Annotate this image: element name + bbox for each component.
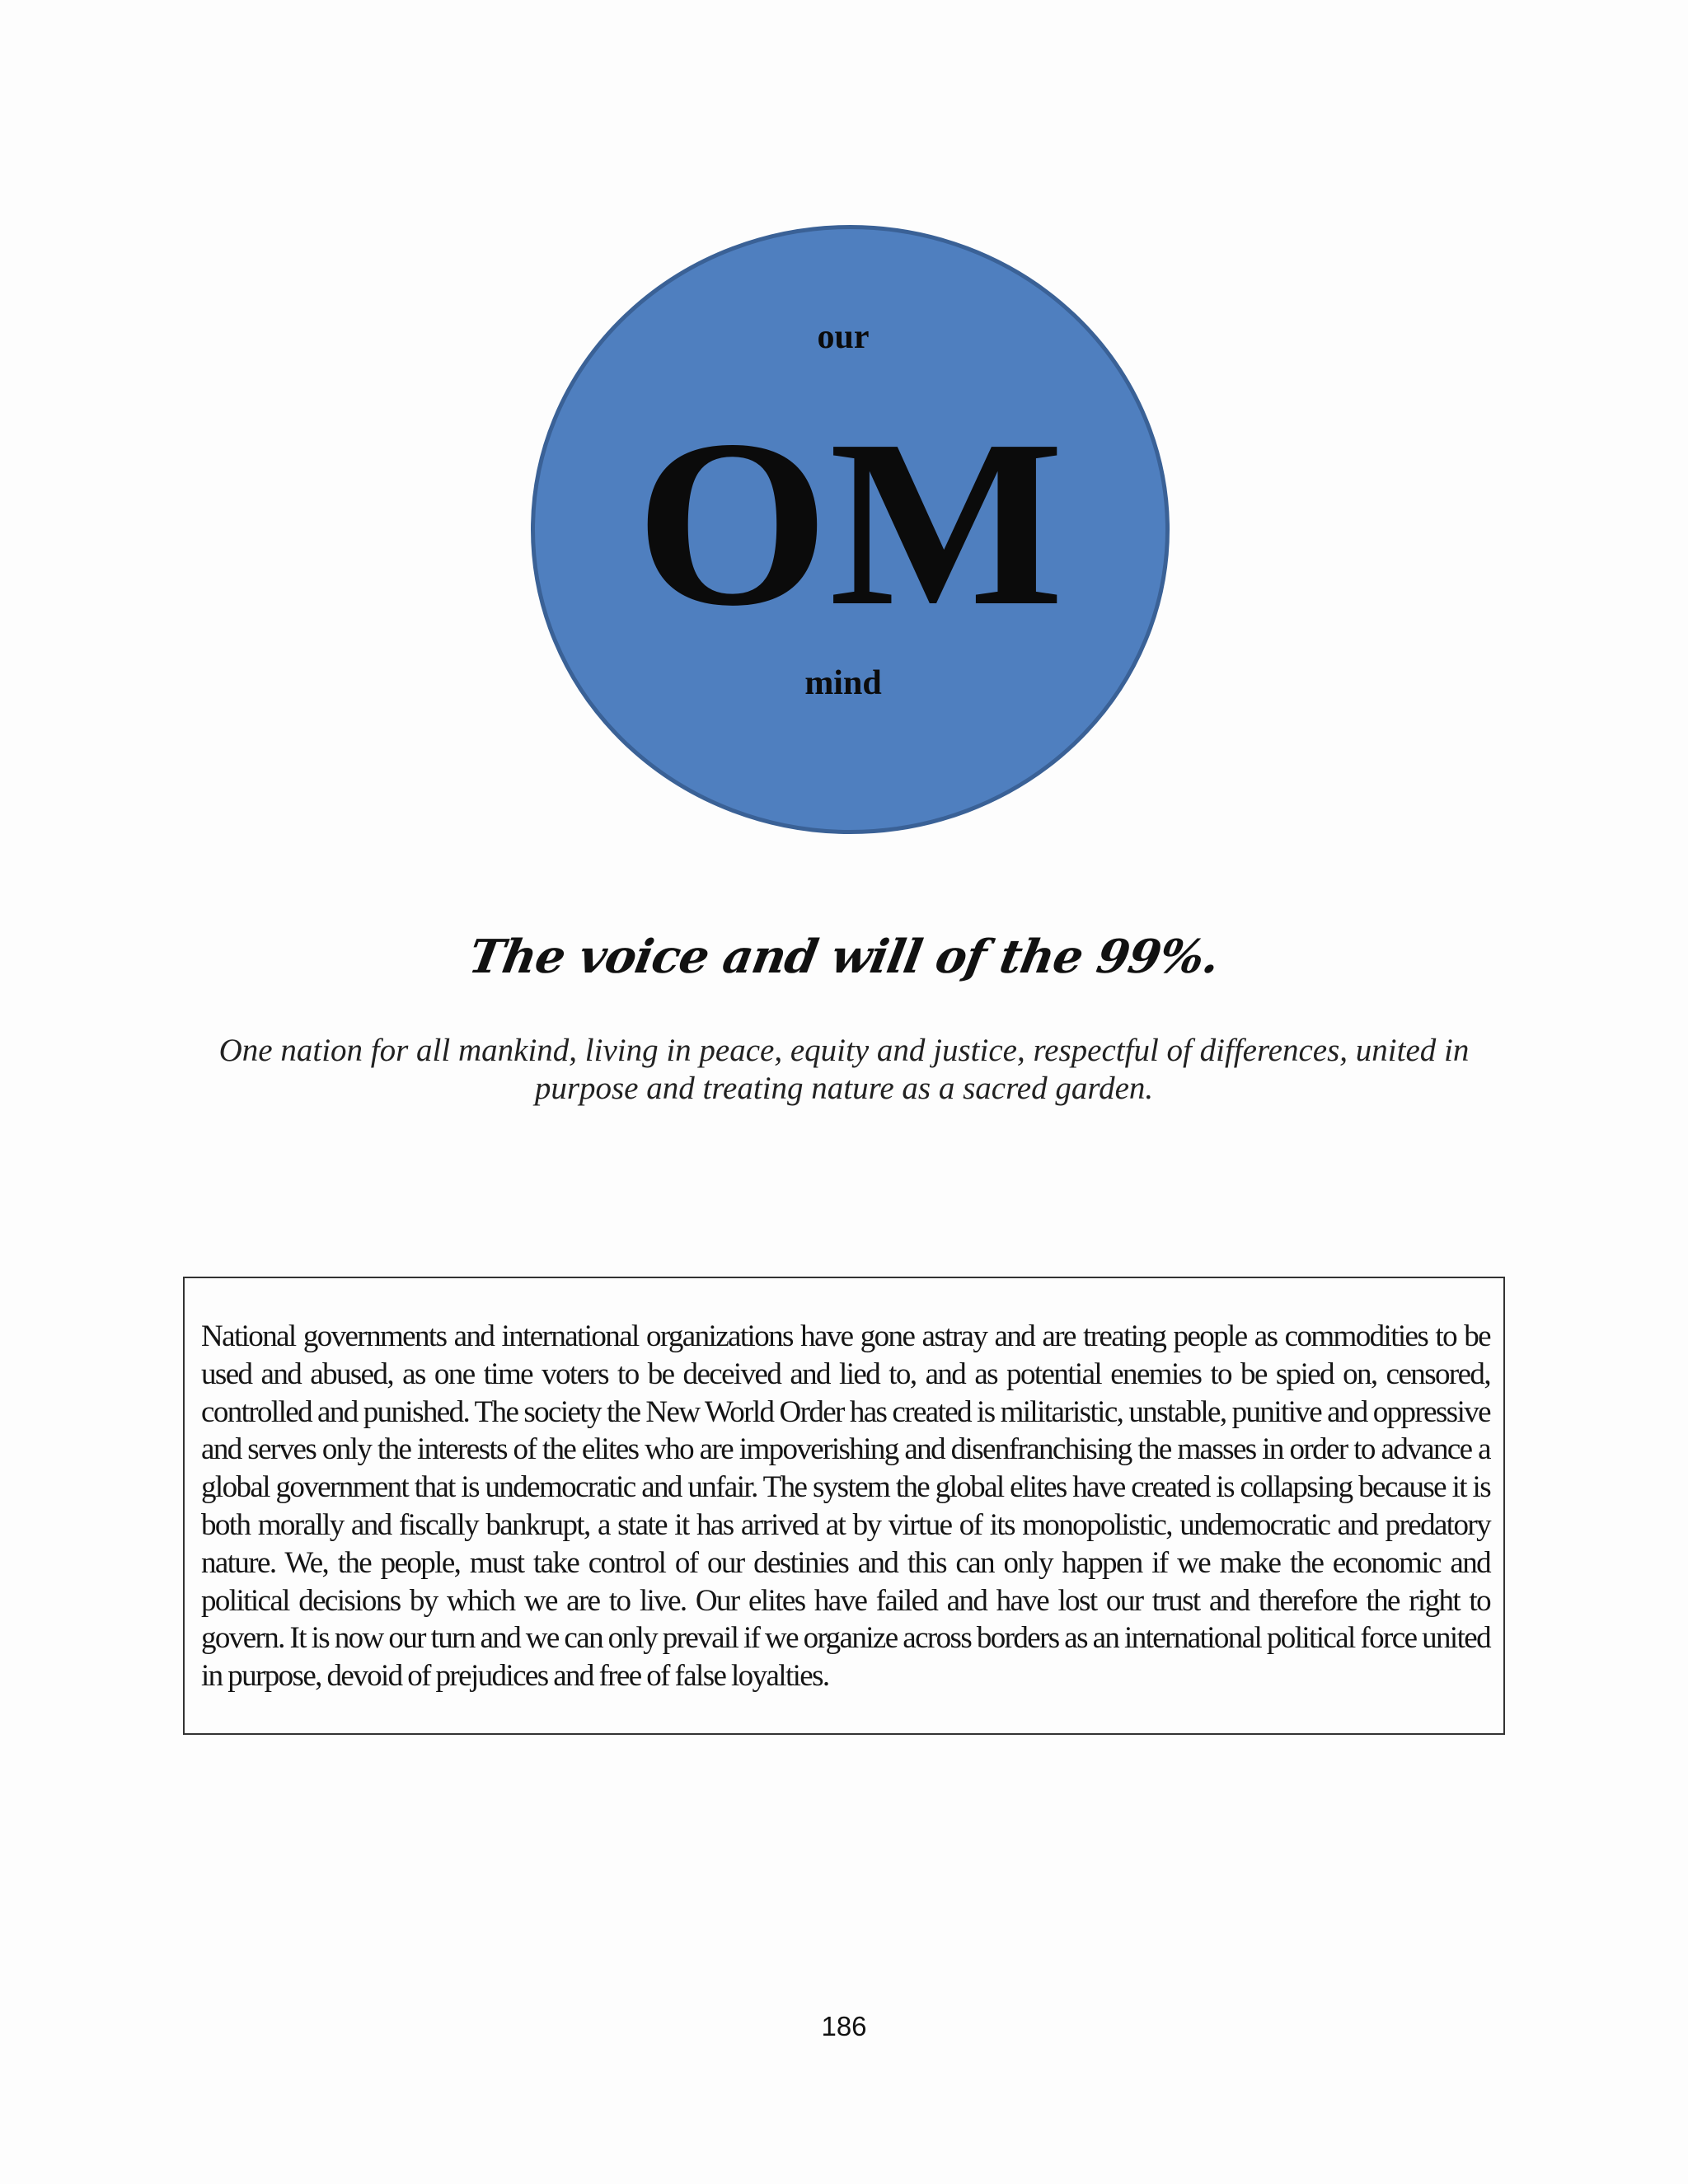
mission-statement: One nation for all mankind, living in peace, equity and justice, respectful of differences, united in purpose and treating nature as a sacred garden. <box>218 1033 1470 1106</box>
logo-bottom-word: mind <box>804 664 882 702</box>
tagline: The voice and will of the 99%. <box>464 930 1223 984</box>
logo-main-word: OM <box>635 391 1064 655</box>
page-number: 186 <box>821 2011 867 2041</box>
om-logo-graphic <box>530 224 1170 835</box>
om-logo <box>530 224 1170 835</box>
manifesto-text: National governments and international organizations have gone astray and are treating people as commodities to be used and abused, as one time voters to be deceived and lied to, and as potential enemies to be spied on, censored, controlled and punished. The society the New World Order has created is militaristic, unstable, punitive and oppressive and serves only the interests of the elites who are impoverishing and disenfranchising the masses in order to advance a global government that is undemocratic and unfair. The system the global elites have created is collapsing because it is both morally and fiscally bankrupt, a state it has arrived at by virtue of its monopolistic, undemocratic and predatory nature. We, the people, must take control of our destinies and this can only happen if we make the economic and political decisions by which we are to live. Our elites have failed and have lost our trust and therefore the right to govern. It is now our turn and we can only prevail if we organize across borders as an international political force united in purpose, devoid of prejudices and free of false loyalties. <box>201 1319 1490 1694</box>
logo-top-word: our <box>817 318 870 356</box>
manifesto-box <box>183 1277 1505 1735</box>
